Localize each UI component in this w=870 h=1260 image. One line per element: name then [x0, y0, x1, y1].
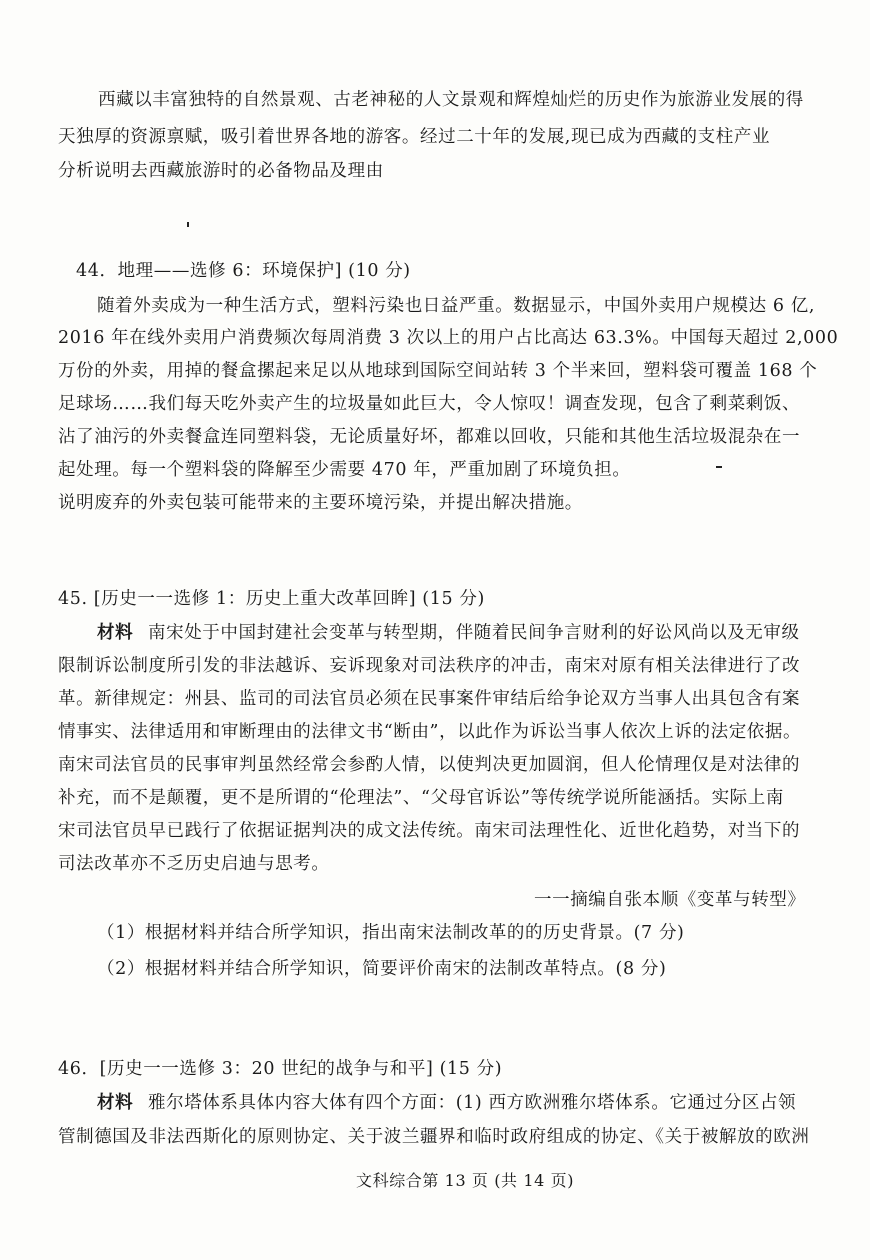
- intro-question: 分析说明去西藏旅游时的必备物品及理由: [58, 161, 384, 181]
- q46-material-label: 材料: [97, 1093, 134, 1113]
- scan-speck: [716, 466, 722, 468]
- q45-material-label: 材料: [97, 623, 134, 643]
- q45-material-line-4: 情事实、法律适用和审断理由的法律文书“断由”，以此作为诉讼当事人依次上诉的法定依据。: [58, 722, 802, 742]
- q45-material-line-2: 限制诉讼制度所引发的非法越诉、妄诉现象对司法秩序的冲击，南宋对原有相关法律进行了改: [58, 656, 801, 676]
- q45-material-line-8: 司法改革亦不乏历史启迪与思考。: [58, 854, 330, 874]
- q45-material-line-1: 南宋处于中国封建社会变革与转型期，伴随着民间争言财利的好讼风尚以及无审级: [148, 623, 800, 643]
- q46-material-line-2: 管制德国及非法西斯化的原则协定、关于波兰疆界和临时政府组成的协定、《关于被解放的欧洲: [58, 1127, 810, 1147]
- q45-subquestion-1: （1）根据材料并结合所学知识，指出南宋法制改革的的历史背景。(7 分): [97, 923, 685, 943]
- q44-heading: 44．地理——选修 6：环境保护] (10 分): [76, 261, 411, 281]
- q45-heading: 45. [历史一一选修 1：历史上重大改革回眸] (15 分): [58, 589, 485, 609]
- q45-subquestion-2: （2）根据材料并结合所学知识，简要评价南宋的法制改革特点。(8 分): [97, 959, 667, 979]
- intro-line-1: 西藏以丰富独特的自然景观、古老神秘的人文景观和辉煌灿烂的历史作为旅游业发展的得: [98, 90, 804, 110]
- q44-line-3: 万份的外卖，用掉的餐盒摞起来足以从地球到国际空间站转 3 个半来回，塑料袋可覆盖 168 个: [58, 361, 818, 381]
- q45-material-line-7: 宋司法官员早已践行了依据证据判决的成文法传统。南宋司法理性化、近世化趋势，对当下的: [58, 821, 801, 841]
- intro-line-2: 天独厚的资源禀赋，吸引着世界各地的游客。经过二十年的发展,现已成为西藏的支柱产业: [58, 127, 771, 147]
- q44-line-1: 随着外卖成为一种生活方式，塑料污染也日益严重。数据显示，中国外卖用户规模达 6 亿,: [97, 296, 816, 316]
- q45-material-line-5: 南宋司法官员的民事审判虽然经常会参酌人情，以使判决更加圆润，但人伦情理仅是对法律的: [58, 755, 801, 775]
- q44-line-2: 2016 年在线外卖用户消费频次每周消费 3 次以上的用户占比高达 63.3%。中国每天超过 2,000: [58, 328, 839, 348]
- q44-line-6: 起处理。每一个塑料袋的降解至少需要 470 年，严重加剧了环境负担。: [58, 460, 631, 480]
- q45-material-line-3: 革。新律规定：州县、监司的司法官员必须在民事案件审结后给争论双方当事人出具包含有案: [58, 689, 801, 709]
- q45-material-line-6: 补充，而不是颠覆，更不是所谓的“伦理法”、“父母官诉讼”等传统学说所能涵括。实际上南: [58, 788, 784, 808]
- page-footer: 文科综合第 13 页 (共 14 页): [356, 1171, 575, 1190]
- q46-material-line-1: 雅尔塔体系具体内容大体有四个方面：(1) 西方欧洲雅尔塔体系。它通过分区占领: [148, 1093, 797, 1113]
- scan-speck: [187, 222, 189, 227]
- q44-line-5: 沾了油污的外卖餐盒连同塑料袋，无论质量好坏，都难以回收，只能和其他生活垃圾混杂在一: [58, 427, 801, 447]
- q46-heading: 46．[历史一一选修 3：20 世纪的战争与和平] (15 分): [58, 1059, 503, 1079]
- q44-question: 说明废弃的外卖包装可能带来的主要环境污染，并提出解决措施。: [58, 493, 583, 513]
- q45-source: 一一摘编自张本顺《变革与转型》: [534, 890, 806, 910]
- q44-line-4: 足球场……我们每天吃外卖产生的垃圾量如此巨大，令人惊叹！调查发现，包含了剩菜剩饭、: [58, 394, 801, 414]
